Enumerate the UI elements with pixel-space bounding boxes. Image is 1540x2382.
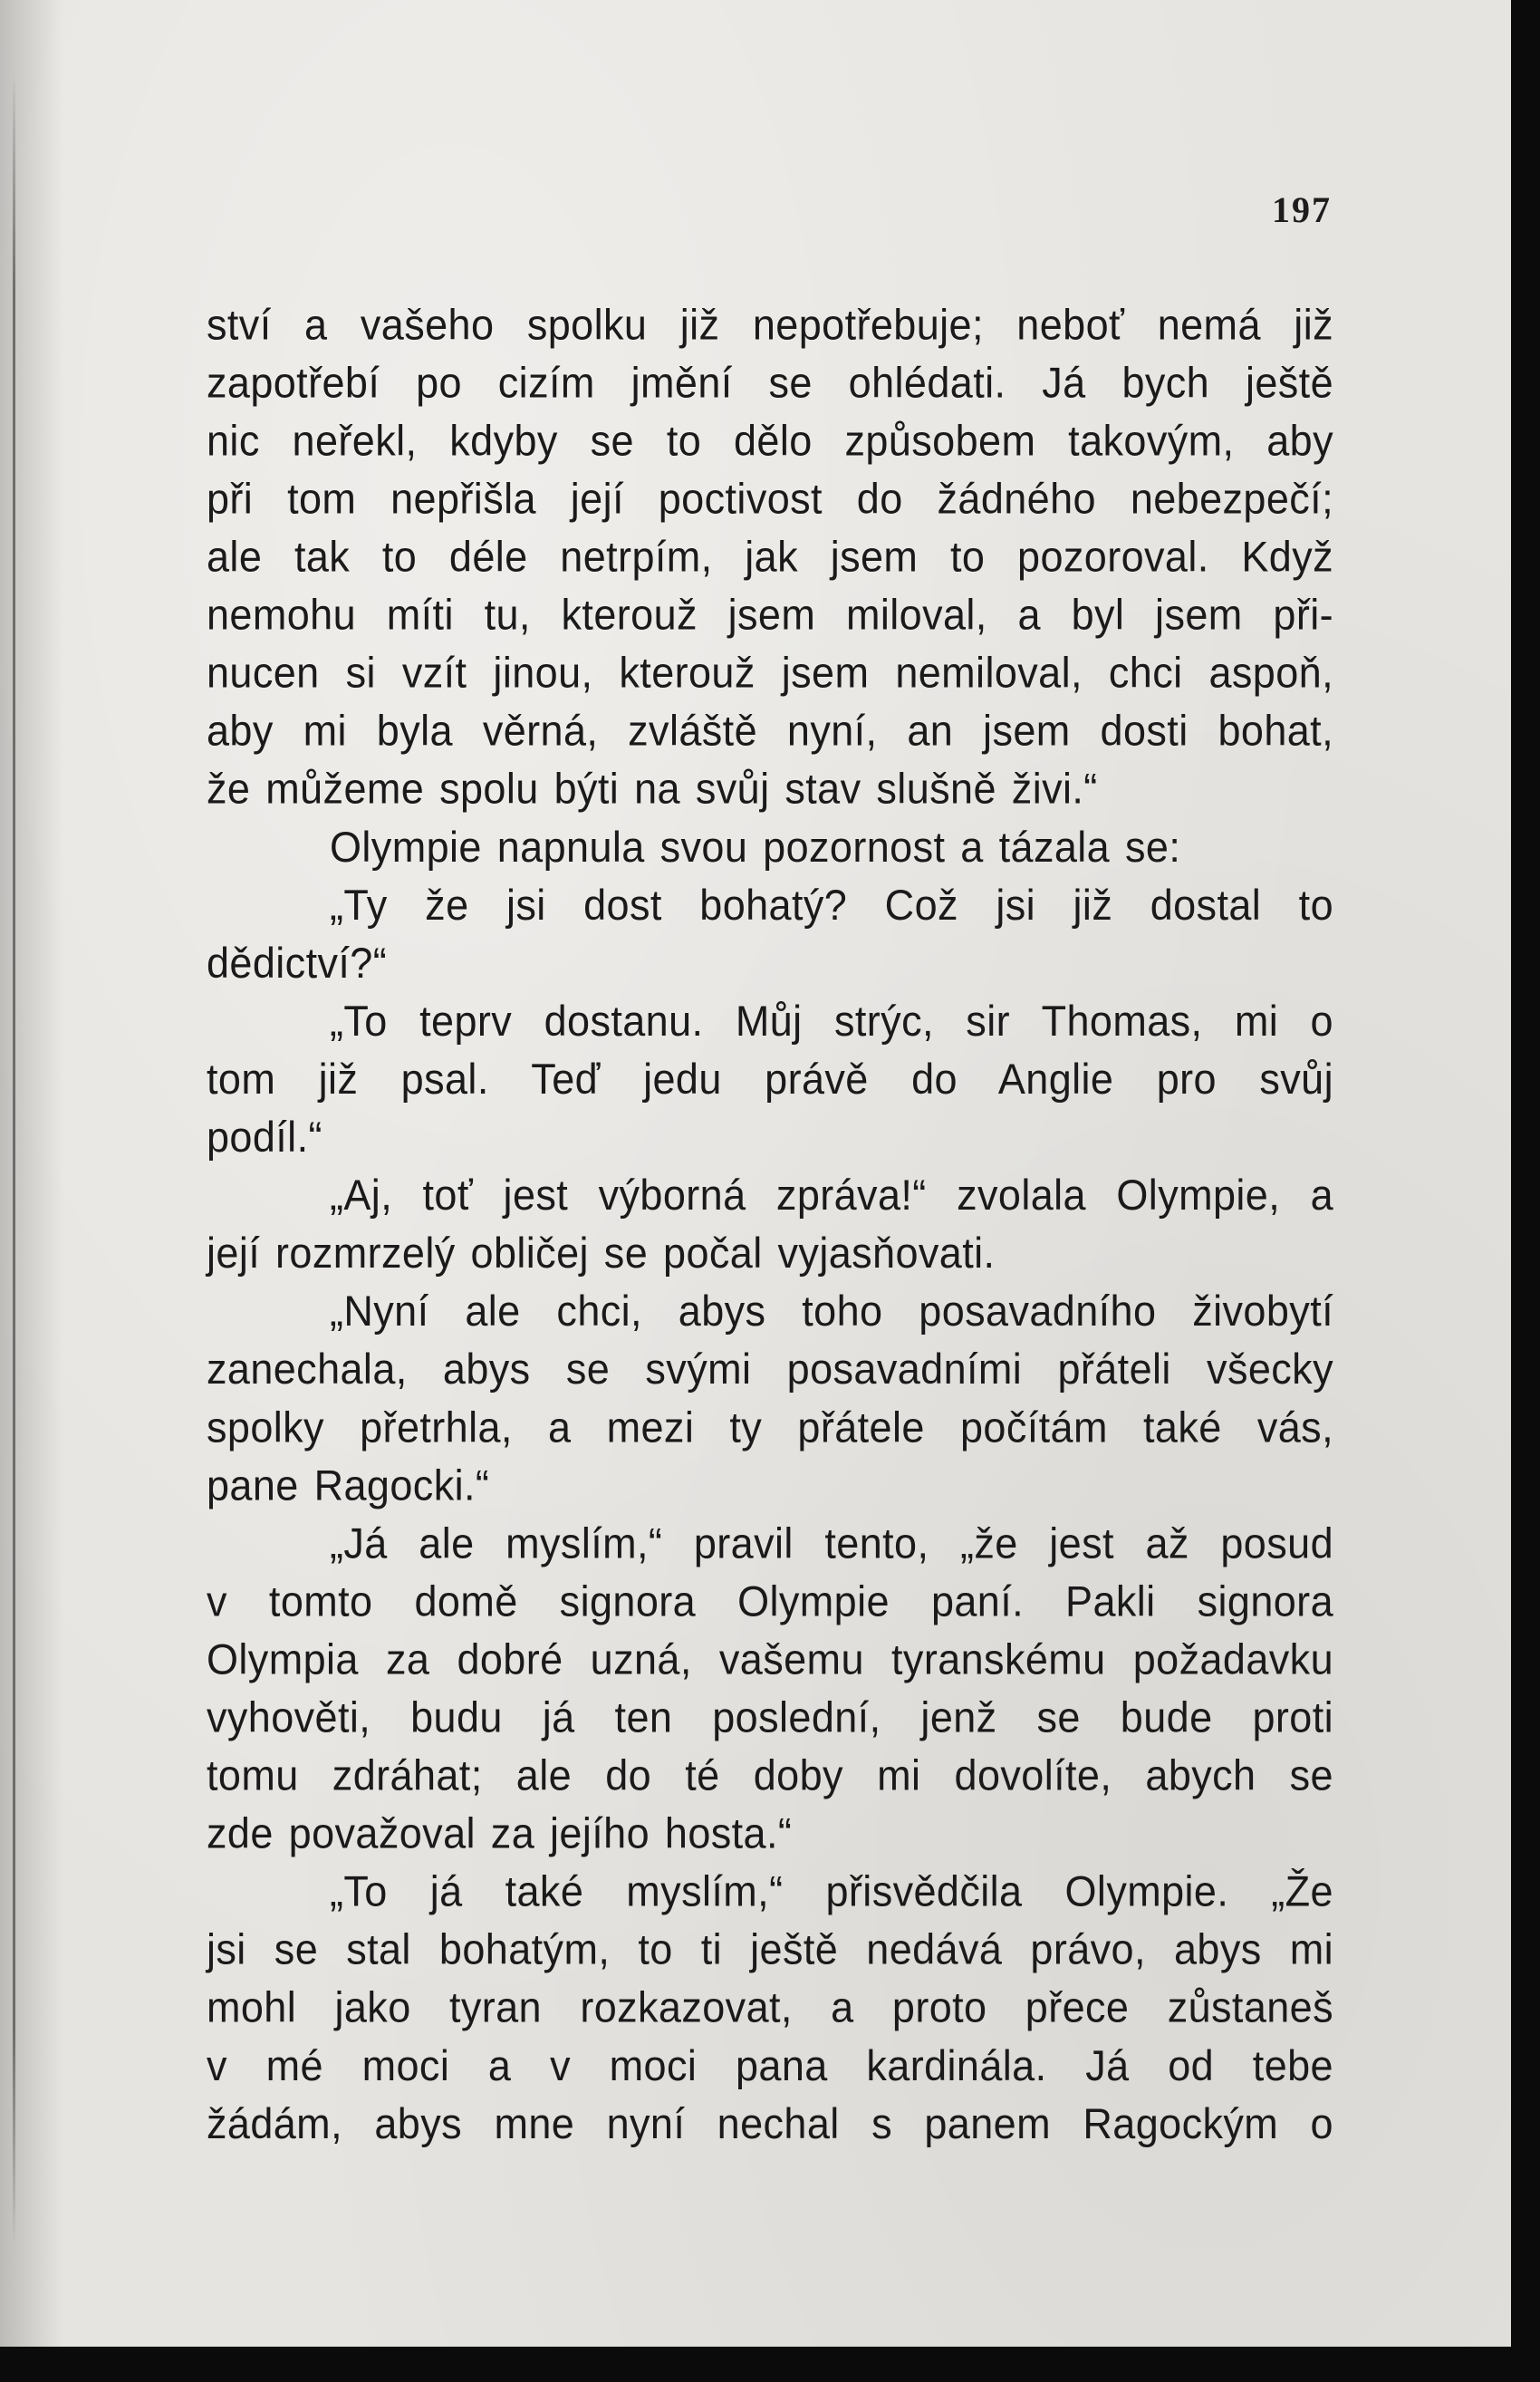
page-edge-line [13, 72, 15, 2247]
text-line: zanechala, abys se svými posavadními přáteli všecky [207, 1345, 1333, 1394]
text-line: tom již psal. Teď jedu právě do Anglie pro svůj [207, 1054, 1333, 1104]
text-line: v tomto domě signora Olympie paní. Pakli signora [207, 1577, 1333, 1625]
gutter-shadow [0, 0, 63, 2347]
text-line: aby mi byla věrná, zvláště nyní, an jsem dosti bohat, [207, 706, 1333, 756]
text-line: zde považoval za jejího hosta.“ [207, 1808, 793, 1858]
text-line: nic neřekl, kdyby se to dělo způsobem takovým, aby [207, 416, 1333, 465]
text-line: „To teprv dostanu. Můj strýc, sir Thomas, mi o [330, 996, 1333, 1046]
text-line: při tom nepřišla její poctivost do žádného nebezpečí; [207, 474, 1333, 523]
text-line: Olympie napnula svou pozornost a tázala se: [330, 822, 1181, 872]
text-line: ství a vašeho spolku již nepotřebuje; neboť nemá již [207, 300, 1333, 349]
text-line: „Nyní ale chci, abys toho posavadního živobytí [330, 1287, 1333, 1336]
text-line: pane Ragocki.“ [207, 1461, 490, 1509]
text-line: že můžeme spolu býti na svůj stav slušně živi.“ [207, 764, 1098, 814]
page-number: 197 [1272, 189, 1332, 230]
text-line: ale tak to déle netrpím, jak jsem to pozoroval. Když [207, 532, 1333, 581]
text-line: nucen si vzít jinou, kterouž jsem nemiloval, chci aspoň, [207, 648, 1333, 698]
text-line: v mé moci a v moci pana kardinála. Já od tebe [207, 2040, 1333, 2090]
body-text [207, 295, 1333, 2153]
text-line: „Aj, toť jest výborná zpráva!“ zvolala Olympie, a [330, 1171, 1333, 1220]
text-line: žádám, abys mne nyní nechal s panem Ragockým o [207, 2098, 1333, 2148]
text-line: dědictví?“ [207, 938, 388, 988]
text-line: spolky přetrhla, a mezi ty přátele počítám také vás, [207, 1403, 1333, 1451]
text-line: podíl.“ [207, 1112, 322, 1162]
text-line: její rozmrzelý obličej se počal vyjasňovati. [207, 1229, 996, 1278]
text-line: nemohu míti tu, kterouž jsem miloval, a byl jsem při- [207, 590, 1333, 640]
text-line: tomu zdráhat; ale do té doby mi dovolíte, abych se [207, 1750, 1333, 1800]
text-line: „Já ale myslím,“ pravil tento, „že jest až posud [330, 1519, 1333, 1567]
text-line: „Ty že jsi dost bohatý? Což jsi již dostal to [330, 880, 1333, 930]
text-line: „To já také myslím,“ přisvědčila Olympie. „Že [330, 1866, 1333, 1916]
text-line: zapotřebí po cizím jmění se ohlédati. Já bych ještě [207, 358, 1333, 407]
text-line: vyhověti, budu já ten poslední, jenž se bude proti [207, 1692, 1333, 1741]
text-line: jsi se stal bohatým, to ti ještě nedává právo, abys mi [207, 1924, 1333, 1974]
text-line: mohl jako tyran rozkazovat, a proto přece zůstaneš [207, 1982, 1333, 2032]
text-line: Olympia za dobré uzná, vašemu tyranskému požadavku [207, 1635, 1333, 1683]
